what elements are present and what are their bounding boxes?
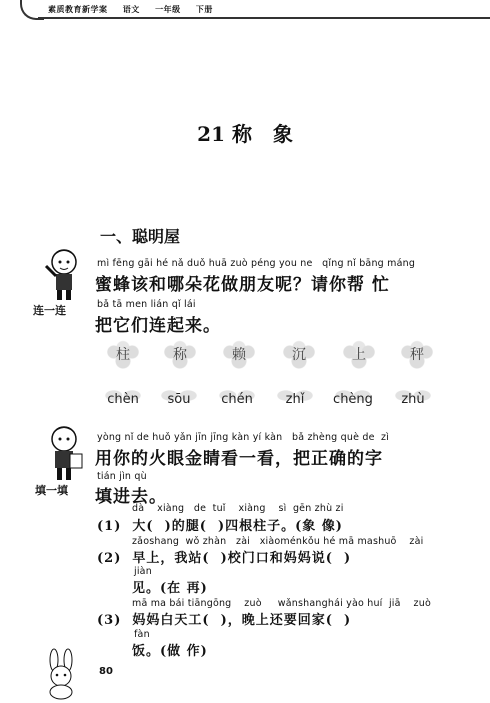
pinyin-line: yòng nǐ de huǒ yǎn jīn jīng kàn yí kàn bǎ zhèng què de zì: [97, 432, 390, 443]
pinyin-line: tián jìn qù: [97, 471, 147, 482]
pinyin-line: fàn: [134, 629, 150, 640]
instruction-line: 用你的火眼金睛看一看，把正确的字: [95, 449, 383, 469]
bee-pinyin[interactable]: zhǐ: [272, 385, 318, 415]
flower-char[interactable]: 赖: [216, 340, 262, 370]
flower-char[interactable]: 称: [157, 340, 203, 370]
boy-writing-icon: [40, 424, 90, 486]
flower-char[interactable]: 秤: [394, 340, 440, 370]
question-1[interactable]: (1) 大( )的腿( )四根柱子。(象 像): [97, 519, 343, 534]
lesson-title: 21 称 象: [197, 122, 293, 146]
volume: 下册: [195, 5, 213, 14]
rabbit-icon: [38, 648, 88, 700]
pinyin-line: mā ma bái tiāngōng zuò wǎnshanghái yào huí jiā zuò: [132, 598, 431, 609]
bee-pinyin[interactable]: zhù: [390, 385, 436, 415]
connect-label: 连一连: [33, 304, 66, 317]
pinyin-line: jiàn: [134, 566, 152, 577]
bee-pinyin[interactable]: chèn: [100, 385, 146, 415]
instruction-line: 填进去。: [95, 487, 167, 507]
question-2-cont[interactable]: 见。(在 再): [132, 581, 208, 596]
fill-label: 填一填: [35, 484, 68, 497]
pinyin-line: zǎoshang wǒ zhàn zài xiàoménkǒu hé mā mashuō zài: [132, 536, 424, 547]
instruction-line: 把它们连起来。: [95, 316, 221, 336]
pinyin-line: mì fēng gāi hé nǎ duǒ huā zuò péng you ne qǐng nǐ bāng máng: [97, 258, 416, 269]
bee-pinyin[interactable]: chén: [214, 385, 260, 415]
pinyin-line: bǎ tā men lián qǐ lái: [97, 299, 196, 310]
question-3[interactable]: (3) 妈妈白天工( )，晚上还要回家( ): [97, 613, 352, 628]
flower-char[interactable]: 上: [336, 340, 382, 370]
section-heading: 一、聪明屋: [100, 227, 181, 246]
page-number: 80: [99, 666, 113, 677]
grade: 一年级: [155, 5, 181, 14]
flower-char[interactable]: 柱: [100, 340, 146, 370]
flower-char[interactable]: 沉: [276, 340, 322, 370]
subject: 语文: [122, 5, 140, 14]
header-rule: [38, 17, 490, 19]
question-3-cont[interactable]: 饭。(做 作): [132, 644, 208, 659]
pinyin-line: dà xiàng de tuǐ xiàng sì gēn zhù zi: [132, 503, 344, 514]
bee-pinyin[interactable]: sōu: [156, 385, 202, 415]
question-2[interactable]: (2) 早上，我站( )校门口和妈妈说( ): [97, 551, 352, 566]
instruction-line: 蜜蜂该和哪朵花做朋友呢？请你帮 忙: [95, 275, 390, 295]
book-series: 素质教育新学案: [48, 5, 108, 14]
boy-cartoon-icon: [40, 246, 90, 308]
bee-pinyin[interactable]: chèng: [330, 385, 376, 415]
running-header: [48, 4, 225, 15]
